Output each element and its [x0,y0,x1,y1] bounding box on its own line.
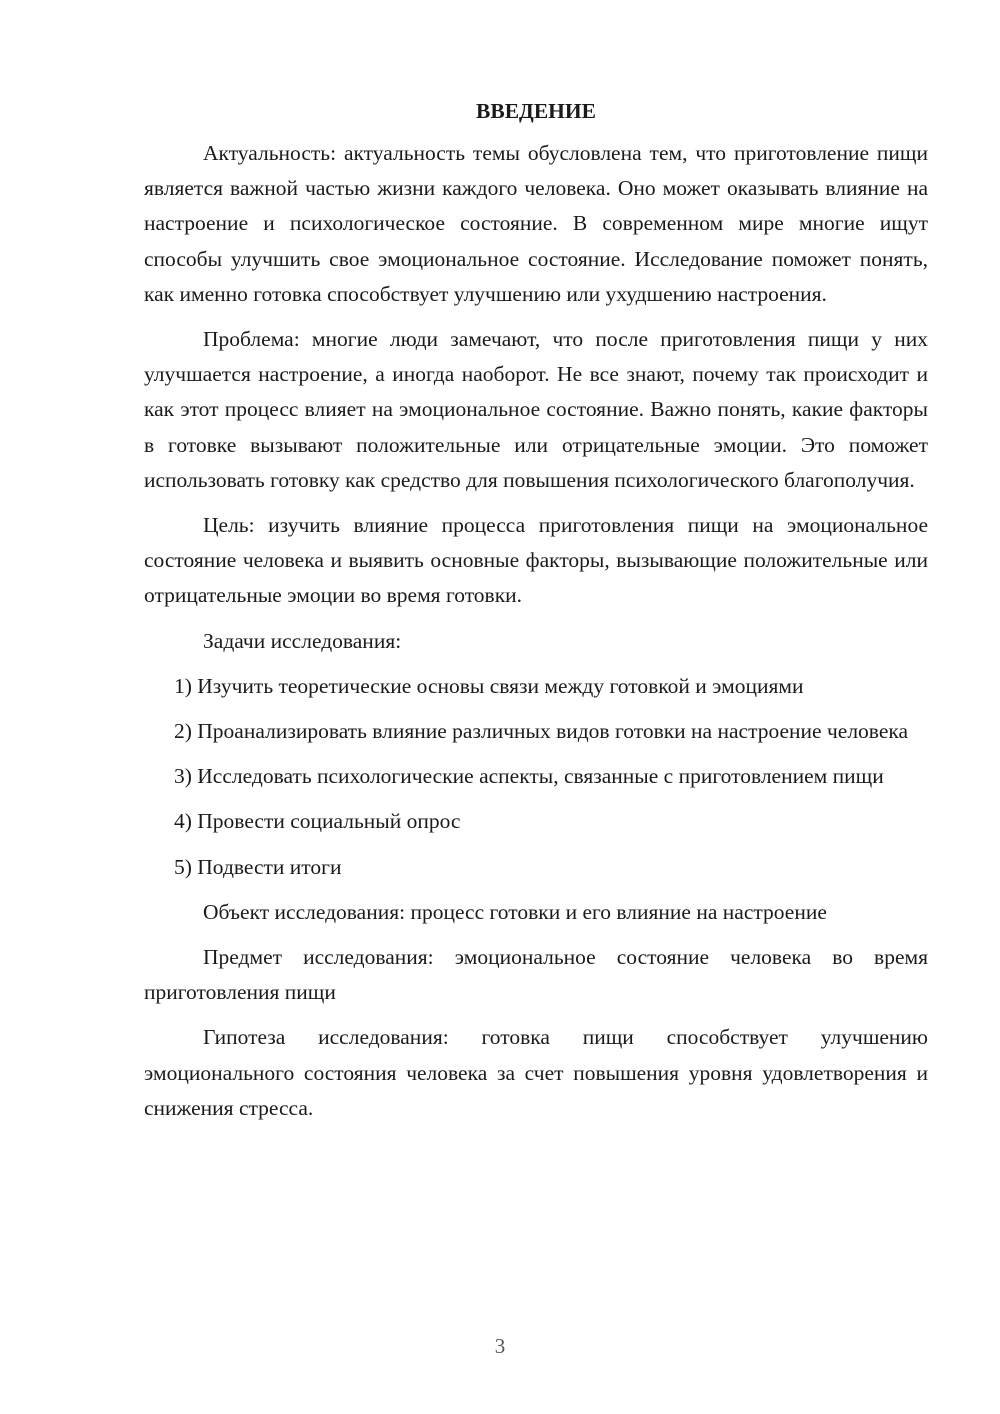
section-title: ВВЕДЕНИЕ [476,99,596,123]
subject-paragraph: Предмет исследования: эмоциональное состояние человека во время приготовления пищи [144,945,928,1005]
task-item-2: 2) Проанализировать влияние различных видов готовки на настроение человека [174,719,909,744]
task-item-4: 4) Провести социальный опрос [174,809,461,834]
goal-paragraph: Цель: изучить влияние процесса приготовления пищи на эмоциональное состояние человека и выявить основные факторы, вызывающие положительные или отрицательные эмоции во время готовки. [144,513,928,608]
hypothesis-paragraph: Гипотеза исследования: готовка пищи способствует улучшению эмоционального состояния человека за счет повышения уровня удовлетворения и снижения стресса. [144,1025,928,1120]
task-item-3: 3) Исследовать психологические аспекты, связанные с приготовлением пищи [174,764,884,789]
tasks-heading: Задачи исследования: [203,628,402,653]
document-page [144,96,928,1136]
page-number: 3 [494,1334,506,1358]
object-paragraph: Объект исследования: процесс готовки и его влияние на настроение [203,899,827,924]
task-item-5: 5) Подвести итоги [174,854,342,879]
problem-paragraph: Проблема: многие люди замечают, что после приготовления пищи у них улучшается настроение, а иногда наоборот. Не все знают, почему так происходит и как этот процесс влияет на эмоциональное состояние. Важно понять, какие факторы в готовке вызывают положительные или отрицательные эмоции. Это поможет использовать готовку как средство для повышения психологического благополучия. [144,327,928,492]
relevance-paragraph: Актуальность: актуальность темы обусловлена тем, что приготовление пищи является важной частью жизни каждого человека. Оно может оказывать влияние на настроение и психологическое состояние. В современном мире многие ищут способы улучшить свое эмоциональное состояние. Исследование поможет понять, как именно готовка способствует улучшению или ухудшению настроения. [144,141,928,306]
task-item-1: 1) Изучить теоретические основы связи между готовкой и эмоциями [174,673,804,698]
